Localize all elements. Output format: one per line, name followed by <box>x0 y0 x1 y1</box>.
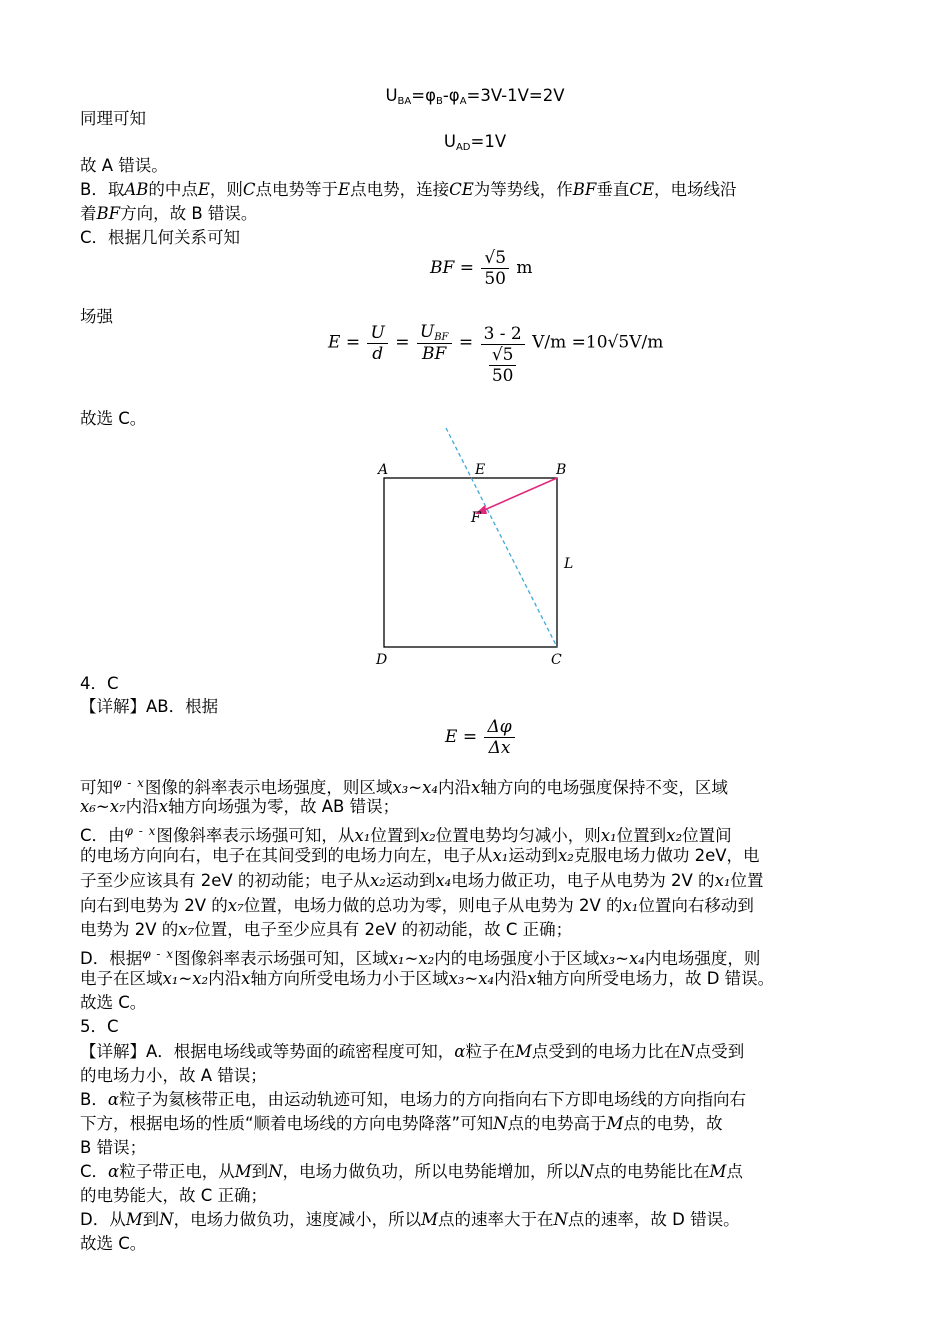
equation-uba: $U_{BA}=\varphi_B-\varphi_A=3V-1V=2V$ <box>385 86 565 107</box>
text-guxuan-c-2: 故选 C。 <box>80 993 147 1012</box>
equipotential-line-ce <box>446 428 557 647</box>
text-changqiang: 场强 <box>80 307 113 326</box>
label-d: D <box>376 652 388 668</box>
text-c-line: C．根据几何关系可知 <box>80 228 241 247</box>
text-tongli: 同理可知 <box>80 109 146 128</box>
label-e: E <box>475 462 486 478</box>
text-q4-l1: 可知$^{\varphi - x}$图像的斜率表示电场强度，则区域x₃~x₄内沿x轴方向的电场强度保持不变，区域 <box>80 776 728 797</box>
text-q4-c-l2: 的电场方向向右，电子在其间受到的电场力向左，电子从x₁运动到x₂克服电场力做功 2eV，电 <box>80 846 760 865</box>
formula-q4-e: E = $\frac{\Delta\varphi}{\Delta x}$ <box>445 717 517 758</box>
text-guxuan-c-3: 故选 C。 <box>80 1234 147 1253</box>
text-q5-d-l1: D．从M到N，电场力做负功，速度减小，所以M点的速率大于在N点的速率，故 D 错误。 <box>80 1210 740 1229</box>
text-q5: 5．C <box>80 1017 119 1036</box>
text-b-line1: B．取AB的中点E，则C点电势等于E点电势，连接CE为等势线，作BF垂直CE，电场线沿 <box>80 180 737 199</box>
text-b-line2: 着BF方向，故 B 错误。 <box>80 204 258 223</box>
label-b: B <box>556 462 567 478</box>
text-q4-c-l3: 子至少应该具有 2eV 的初动能；电子从x₂运动到x₄电场力做正功，电子从电势为 2V 的x₁位置 <box>80 871 764 890</box>
formula-bf: BF = $\frac{√5}{50}$ m <box>430 248 533 289</box>
text-q4-c-l5: 电势为 2V 的x₇位置，电子至少应具有 2eV 的初动能，故 C 正确； <box>80 920 573 939</box>
text-q4-d-l1: D．根据$^{\varphi - x}$图像斜率表示场强可知，区域x₁~x₂内的电场强度小于区域x₃~x₄内电场强度，则 <box>80 947 761 968</box>
text-q4: 4．C <box>80 674 119 693</box>
text-a-wrong: 故 A 错误。 <box>80 156 168 175</box>
equation-uad: $U_{AD}=1V$ <box>443 132 507 153</box>
field-arrow-bf <box>482 478 557 511</box>
text-q5-b-l1: B．α粒子为氦核带正电，由运动轨迹可知，电场力的方向指向右下方即电场线的方向指向右 <box>80 1090 746 1109</box>
text-q4-c-l4: 向右到电势为 2V 的x₇位置，电场力做的总功为零，则电子从电势为 2V 的x₁位置向右移动到 <box>80 896 754 915</box>
text-q5-a-l2: 的电场力小，故 A 错误； <box>80 1066 267 1085</box>
text-q5-c-l2: 的电势能大，故 C 正确； <box>80 1186 268 1205</box>
label-l: L <box>564 556 574 572</box>
text-q5-b-l2: 下方，根据电场的性质“顺着电场线的方向电势降落”可知N点的电势高于M点的电势，故 <box>80 1114 723 1133</box>
text-q5-b-l3: B 错误； <box>80 1138 147 1157</box>
text-guxuan-c-1: 故选 C。 <box>80 409 147 428</box>
text-q4-d-l2: 电子在区域x₁~x₂内沿x轴方向所受电场力小于区域x₃~x₄内沿x轴方向所受电场力，故 D 错误。 <box>80 969 775 988</box>
square-abcd <box>384 478 557 647</box>
label-a: A <box>378 462 389 478</box>
text-q4-c-l1: C．由$^{\varphi - x}$图像斜率表示场强可知，从x₁位置到x₂位置电势均匀减小，则x₁位置到x₂位置间 <box>80 824 732 845</box>
text-q5-a-l1: 【详解】A．根据电场线或等势面的疏密程度可知，α粒子在M点受到的电场力比在N点受到 <box>80 1042 745 1061</box>
label-c: C <box>551 652 562 668</box>
label-f: F <box>471 510 481 526</box>
formula-e: E = $\frac{U}{d}$ = $\frac{U_{BF}}{BF}$ = $\frac{3 - 2}{\frac{√5}{50}}$ V/m =10√5V/m <box>328 322 664 386</box>
geometry-diagram <box>360 425 590 670</box>
text-q4-l2: x₆~x₇内沿x轴方向场强为零，故 AB 错误； <box>80 797 400 816</box>
text-q4-xiangjie: 【详解】AB．根据 <box>80 697 219 716</box>
text-q5-c-l1: C．α粒子带正电，从M到N，电场力做负功，所以电势能增加，所以N点的电势能比在M点 <box>80 1162 743 1181</box>
